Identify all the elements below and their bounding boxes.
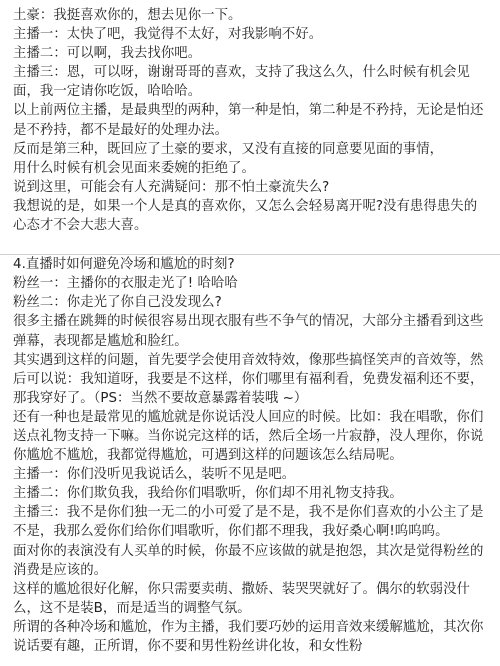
paragraph: 所谓的各种冷场和尴尬，作为主播，我们要巧妙的运用音效来缓解尴尬，其次你说话要有趣，正所谓，你不要和男性粉丝讲化妆，和女性粉	[13, 619, 484, 654]
paragraph: 其实遇到这样的问题，首先要学会使用音效特效，像那些搞怪笑声的音效等，然后可以说：我知道呀，我要是不这样，你们哪里有福利看，免费发福利还不要，那我穿好了。（PS：当然不要故意暴露着装哦 ~）	[13, 352, 484, 406]
paragraph: 面对你的表演没有人买单的时候，你最不应该做的就是抱怨，其次是觉得粉丝的消费是应该的。	[13, 543, 484, 578]
paragraph: 粉丝二：你走光了你自己没发现么?	[13, 295, 222, 311]
paragraph: 我想说的是，如果一个人是真的喜欢你，又怎么会轻易离开呢?没有患得患失的心态才不会大悲大喜。	[13, 198, 478, 234]
paragraph: 主播三：恩，可以呀，谢谢哥哥的喜欢，支持了我这么久，什么时候有机会见面，我一定请你吃饭，哈哈哈。	[13, 65, 470, 100]
paragraph: 这样的尴尬很好化解，你只需要卖萌、撒娇、装哭哭就好了。偶尔的软弱没什么，这不是装B，而是适当的调整气氛。	[13, 581, 470, 616]
paragraph: 主播二：可以啊，我去找你吧。	[13, 46, 202, 62]
spacer	[13, 235, 490, 254]
paragraph: 反而是第三种，既回应了土豪的要求，又没有直接的同意要见面的事情，	[13, 141, 444, 157]
section-heading: 4.直播时如何避免冷场和尴尬的时刻?	[13, 257, 235, 273]
paragraph: 主播三：我不是你们独一无二的小可爱了是不是，我不是你们喜欢的小公主了是不是，我那么爱你们给你们唱歌听，你们都不理我，我好桑心啊!呜呜呜。	[13, 505, 484, 540]
paragraph: 以上前两位主播，是最典型的两种，第一种是怕，第二种是不矜持，无论是怕还是不矜持，都不是最好的处理办法。	[13, 103, 484, 138]
paragraph: 土豪：我挺喜欢你的，想去见你一下。	[13, 8, 242, 23]
paragraph: 主播一：你们没听见我说话么，装听不见是吧。	[13, 467, 296, 483]
paragraph: 粉丝一：主播你的衣服走光了! 哈哈哈	[13, 276, 238, 292]
paragraph: 主播二：你们欺负我，我给你们唱歌听，你们却不用礼物支持我。	[13, 486, 403, 502]
section-dialogue-1	[13, 6, 490, 235]
paragraph: 很多主播在跳舞的时候很容易出现衣服有些不争气的情况，大部分主播看到这些弹幕，表现都是尴尬和脸红。	[13, 314, 484, 349]
paragraph: 还有一种也是最常见的尴尬就是你说话没人回应的时候。比如：我在唱歌，你们送点礼物支持一下嘛。当你说完这样的话，然后全场一片寂静，没人理你，你说你尴尬不尴尬，我都觉得尴尬，可遇到这样的问题该怎么结局呢。	[13, 409, 484, 464]
section-awkward-moments	[13, 255, 490, 656]
paragraph: 主播一：太快了吧，我觉得不太好，对我影响不好。	[13, 27, 323, 43]
paragraph: 用什么时候有机会见面来委婉的拒绝了。	[13, 160, 255, 176]
paragraph: 说到这里，可能会有人充满疑问：那不怕土豪流失么?	[13, 179, 330, 195]
